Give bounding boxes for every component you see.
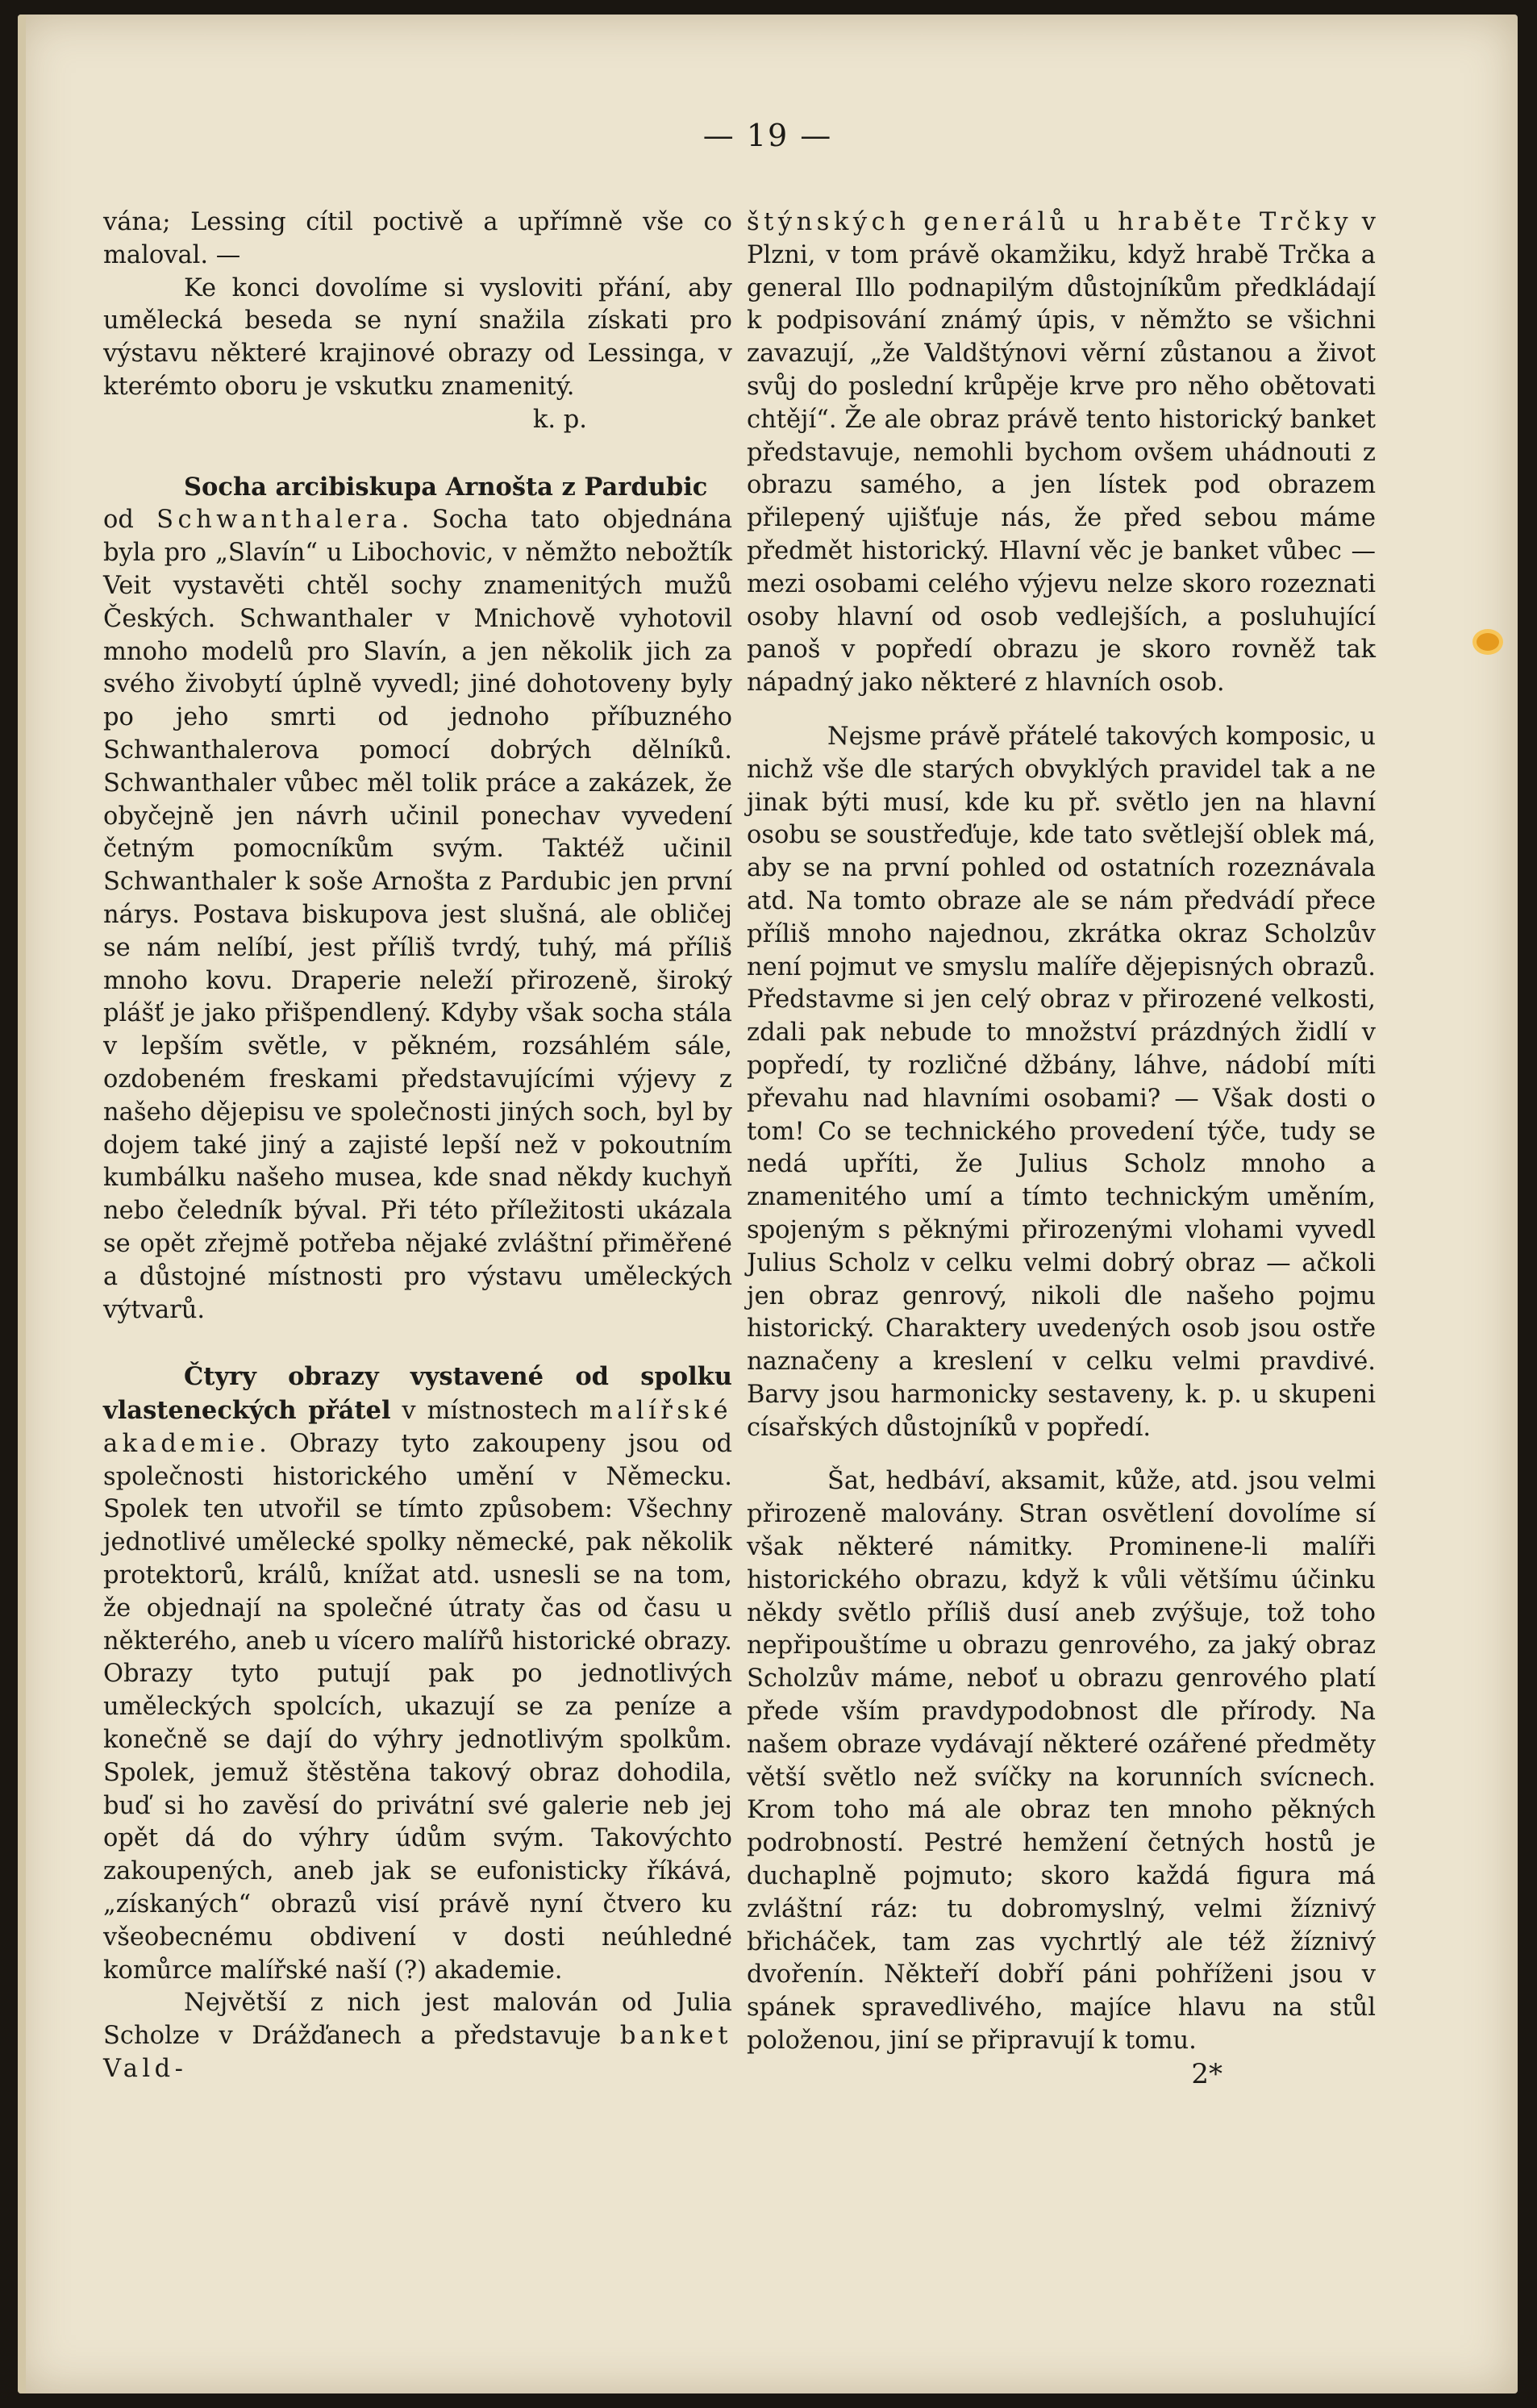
painting-title-cont: štýnských generálů u hraběte Trčky: [747, 208, 1353, 236]
painting-title: banket Vald-: [103, 2022, 732, 2084]
section-statue: [103, 471, 732, 1327]
heading-prefix: od: [103, 506, 134, 535]
sculptor-name: Schwanthalera: [156, 506, 402, 535]
page-edge: [18, 15, 26, 2393]
orange-sticker-mark: [1472, 629, 1503, 655]
paragraph-text: v Plzni, v tom právě okamžiku, když hrabě Trčka a general Illo podnapilým důstojníkům předkládají k podpisování známý úpis, v němžto se všichni zavazují, „že Valdštýnovi věrní zůstanou a život svůj do poslední krůpěje krve pro něho obětovati chtějí“. Že ale obraz právě tento historický banket představuje, nemohli bychom ovšem uhádnouti z obrazu samého, a jen lístek pod obrazem přilepený ujišťuje nás, že před sebou máme předmět historický. Hlavní věc je banket vůbec — mezi osobami celého výjevu nelze skoro rozeznati osoby hlavní od osob vedlejších, a posluhující panoš v popředí obrazu je skoro rovněž tak nápadný jako některé z hlavních osob.: [747, 208, 1377, 698]
section-heading: Socha arcibiskupa Arnošta z Pardubic: [184, 472, 708, 502]
paragraph: [103, 1987, 732, 2085]
paragraph: Nejsme právě přátelé takových komposic, u nichž vše dle starých obvyklých pravidel tak a ne jinak býti musí, kde ku př. světlo jen na hlavní osobu se soustřeďuje, kde tato světlejší oblek má, aby se na první pohled od ostatních rozeznávala atd. Na tomto obraze ale se nám předvádí přece příliš mnoho najednou, zkrátka okraz Scholzův není pojmut ve smyslu malíře dějepisných obrazů. Představme si jen celý obraz v přirozené velkosti, zdali pak nebude to množství prázdných židlí v popředí, ty rozličné džbány, láhve, nádobí míti převahu nad hlavními osobami? — Však dosti o tom! Co se technického provedení týče, tudy se nedá upříti, že Julius Scholz mnoho a znamenitého umí a tímto technickým uměním, spojeným s pěknými přirozenými vlohami vyvedl Julius Scholz v celku velmi dobrý obraz — ačkoli jen obraz genrový, nikoli dle našeho pojmu historický. Charaktery uvedených osob jsou ostře naznačeny a kreslení v celku velmi pravdivé. Barvy jsou harmonicky sestaveny, k. p. u skupeni císařských důstojníků v popředí.: [747, 722, 1376, 1442]
left-column: [103, 206, 732, 2086]
author-signature: k. p.: [532, 405, 587, 434]
section-paintings: [103, 1360, 732, 1987]
paragraph: Ke konci dovolíme si vysloviti přání, aby umělecká beseda se nyní snažila získati pro výstavu některé krajinové obrazy od Lessinga, v kterémto oboru je vskutku znamenitý.: [103, 273, 732, 401]
institution-name: malířské akademie: [103, 1397, 733, 1458]
right-column: [747, 206, 1376, 2091]
section-heading: Čtyry obrazy vystavené od spolku vlasteneckých přátel: [103, 1362, 732, 1426]
document-page: [18, 15, 1518, 2393]
paragraph: [747, 206, 1376, 700]
signature-mark: 2*: [1191, 2057, 1223, 2090]
paragraph: Šat, hedbáví, aksamit, kůže, atd. jsou velmi přirozeně malovány. Stran osvětlení dovolíme sí však některé námitky. Prominene-li malíři historického obrazu, když k vůli většímu účinku někdy světlo příliš dusí aneb zvýšuje, tož toho nepřipouštíme u obrazu genrového, za jaký obraz Scholzův máme, neboť u obrazu genrového platí přede vším pravdypodobnost dle přírody. Na našem obraze vydávají některé ozářené předměty větší světlo než svíčky na korunních svícnech. Krom toho má ale obraz ten mnoho pěkných podrobností. Pestré hemžení četných hostů je duchaplně pojmuto; skoro každá figura má zvláštní ráz: tu dobromyslný, velmi žíznivý břicháček, tam zas vychrtlý ale též žíznivý dvořenín. Někteří dobří páni pohříženi jsou v spánek spravedlivého, majíce hlavu na stůl položenou, jiní se připravují k tomu.: [747, 1467, 1376, 2056]
paragraph: . Obrazy tyto zakoupeny jsou od společnosti historického umění v Německu. Spolek ten utvořil se tímto způsobem: Všechny jednotlivé umělecké spolky německé, pak několik protektorů, králů, knížat atd. usnesli se na tom, že objednají na společné útraty čas od času u některého, aneb u vícero malířů historické obrazy. Obrazy tyto putují pak po jednotlivých uměleckých spolcích, ukazují se za peníze a konečně se dají do výhry jednotlivým spolkům. Spolek, jemuž štěstěna takový obraz dohodila, buď si ho zavěsí do privátní své galerie neb jej opět dá do výhry údům svým. Takovýchto zakoupených, aneb jak se eufonisticky říkává, „získaných“ obrazů visí právě nyní čtvero ku všeobecnému obdivení v dosti neúhledné komůrce malířské naší (?) akademie.: [103, 1429, 732, 1985]
page-number: — 19 —: [702, 118, 833, 153]
paragraph: vána; Lessing cítil poctivě a upřímně vše co maloval. —: [103, 208, 732, 269]
heading-text: v místnostech: [402, 1397, 578, 1426]
paragraph: . Socha tato objednána byla pro „Slavín“ u Libochovic, v němžto nebožtík Veit vystavěti chtěl sochy znamenitých mužů Českých. Schwanthaler v Mnichově vyhotovil mnoho modelů pro Slavín, a jen několik jich za svého živobytí úplně vyvedl; jiné dohotoveny byly po jeho smrti od jednoho příbuzného Schwanthalerova pomocí dobrých dělníků. Schwanthaler vůbec měl tolik práce a zakázek, že obyčejně jen návrh učinil ponechav vyvedení četným pomocníkům svým. Taktéž učinil Schwanthaler k soše Arnošta z Pardubic jen první nárys. Postava biskupova jest slušná, ale obličej se nám nelíbí, jest příliš tvrdý, tuhý, má příliš mnoho kovu. Draperie neleží přirozeně, široký plášť je jako přišpendlený. Kdyby však socha stála v lepším světle, v pěkném, rozsáhlém sále, ozdobeném freskami představujícími výjevy z našeho dějepisu ve společnosti jiných soch, byl by dojem také jiný a zajisté lepší než v pokoutním kumbálku našeho musea, kde snad někdy kuchyň nebo čeledník býval. Při této příležitosti ukázala se opět zřejmě potřeba nějaké zvláštní přiměřené a důstojné místnosti pro výstavu uměleckých výtvarů.: [103, 506, 732, 1324]
paragraph-text: Největší z nich jest malován od Julia Scholze v Drážďanech a představuje: [103, 1989, 732, 2051]
